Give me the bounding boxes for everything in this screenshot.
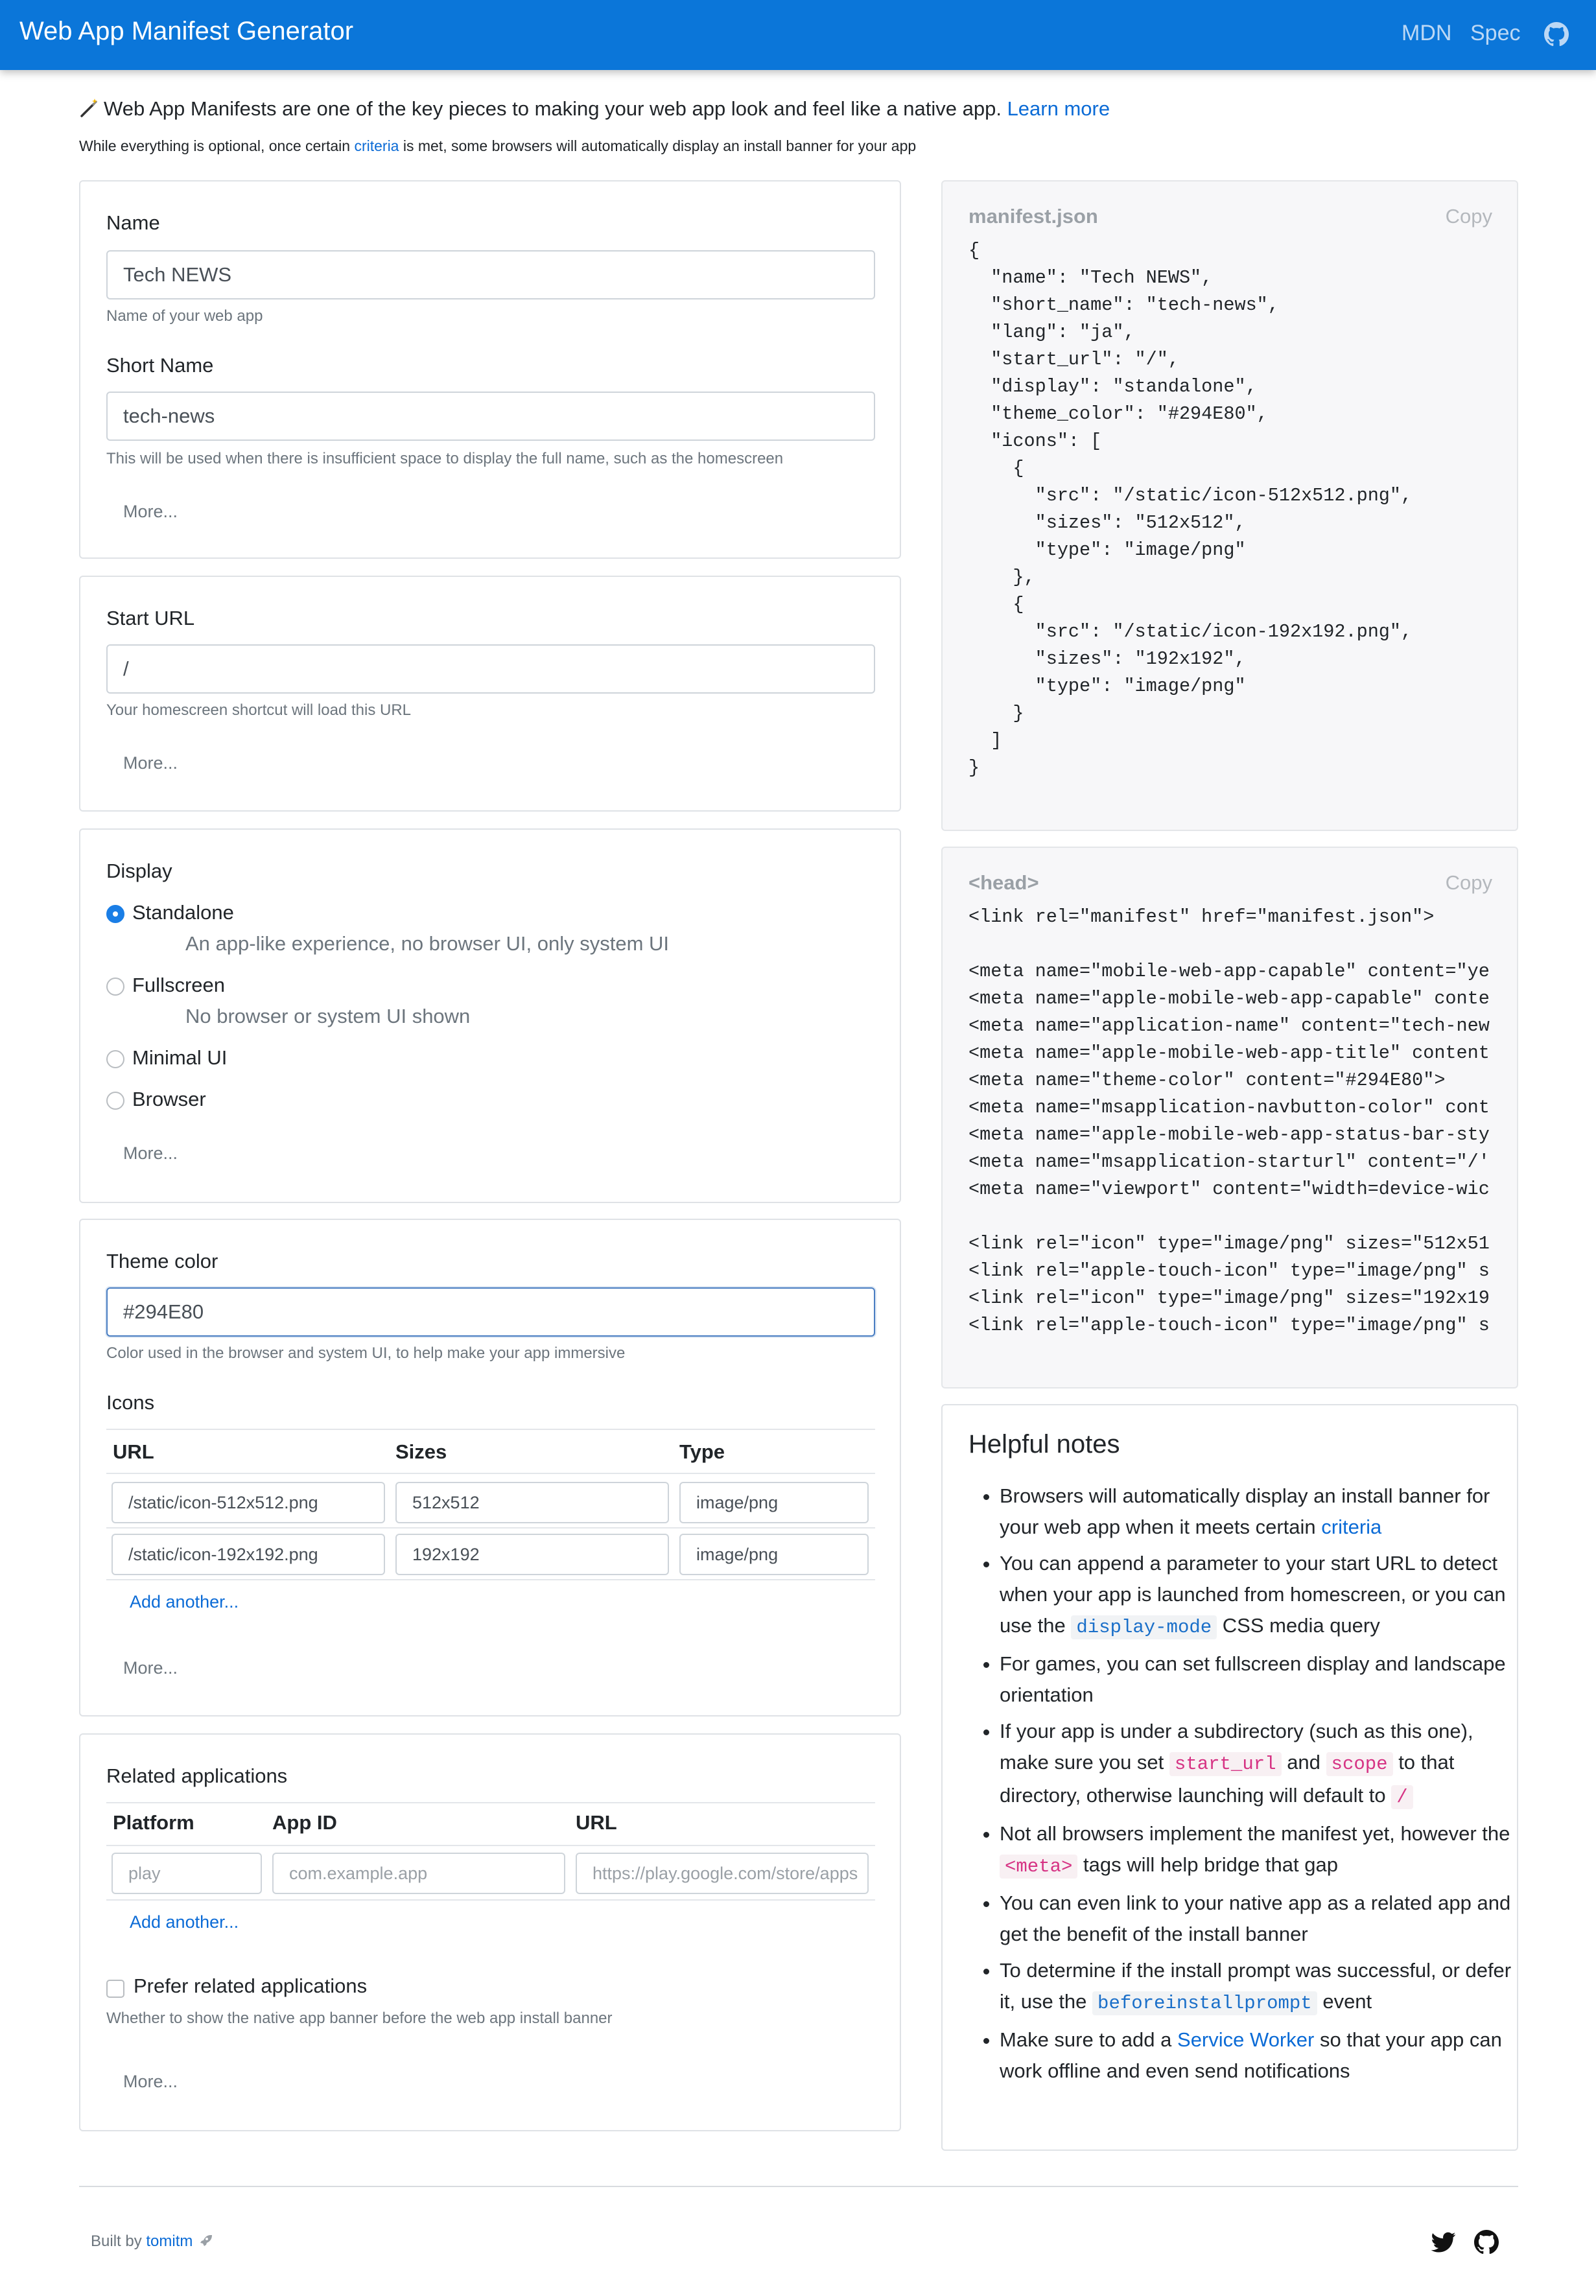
note-text: Make sure to add a [1000, 2028, 1172, 2051]
radio-desc-standalone: An app-like experience, no browser UI, only system UI [185, 932, 670, 955]
radio-button[interactable] [106, 1050, 124, 1068]
icon-sizes-input[interactable]: 192x192 [395, 1534, 669, 1575]
related-header-url: URL [576, 1811, 617, 1834]
intro-sub-before: While everything is optional, once certain [79, 137, 351, 154]
icons-label: Icons [106, 1391, 155, 1414]
note-text: If your app is under a subdirectory (such as this one), make sure you set [1000, 1720, 1473, 1774]
display-card [79, 828, 901, 1203]
radio-label: Browser [132, 1088, 206, 1110]
icons-header-type: Type [679, 1440, 725, 1463]
list-item [1000, 1481, 1518, 1543]
theme-icons-card [79, 1219, 901, 1716]
intro-subtext [79, 137, 916, 155]
built-by-text: Built by [91, 2232, 142, 2250]
intro-text [79, 97, 1110, 121]
note-text: tags will help bridge that gap [1083, 1853, 1338, 1876]
copy-button[interactable]: Copy [1445, 205, 1492, 228]
manifest-title: manifest.json [968, 205, 1098, 228]
note-text: For games, you can set fullscreen display and landscape orientation [1000, 1652, 1506, 1706]
code-beforeinstallprompt: beforeinstallprompt [1092, 1991, 1317, 2015]
name-input[interactable]: Tech NEWS [106, 250, 875, 299]
footer-divider [79, 2186, 1518, 2187]
code-slash: / [1391, 1785, 1413, 1809]
display-label: Display [106, 860, 172, 882]
note-text: Browsers will automatically display an install banner for your web app when it meets certain [1000, 1484, 1490, 1538]
radio-label: Minimal UI [132, 1046, 228, 1069]
list-item [1000, 1818, 1518, 1882]
icons-header-url: URL [113, 1440, 154, 1463]
radio-label: Fullscreen [132, 974, 225, 996]
name-help: Name of your web app [106, 307, 263, 325]
intro-sub-after: is met, some browsers will automatically display an install banner for your app [403, 137, 917, 154]
head-panel [941, 847, 1518, 1388]
radio-button[interactable] [106, 905, 124, 923]
note-text: You can append a parameter to your start URL to detect when your app is launched from homescreen, or you can use the [1000, 1552, 1506, 1637]
twitter-icon[interactable] [1431, 2230, 1456, 2255]
start-url-label: Start URL [106, 607, 195, 629]
theme-color-input[interactable]: #294E80 [106, 1287, 875, 1337]
author-link[interactable]: tomitm [146, 2232, 193, 2250]
list-item [1000, 2024, 1518, 2087]
brand-title[interactable]: Web App Manifest Generator [19, 17, 354, 45]
list-item [1000, 1648, 1518, 1711]
list-item [1000, 1548, 1518, 1643]
helpful-notes-title: Helpful notes [968, 1430, 1120, 1458]
magic-wand-icon [79, 99, 99, 118]
learn-more-link[interactable]: Learn more [1007, 97, 1110, 120]
name-label: Name [106, 211, 160, 234]
manifest-panel [941, 180, 1518, 831]
start-url-help: Your homescreen shortcut will load this URL [106, 701, 412, 719]
prefer-related-checkbox[interactable] [106, 1980, 124, 1998]
note-text: so that your app can work offline and even send notifications [1000, 2028, 1502, 2082]
add-related-app-link[interactable]: Add another... [130, 1912, 239, 1932]
manifest-code: { "name": "Tech NEWS", "short_name": "tech-news", "lang": "ja", "start_url": "/", "display": "standalone", "theme_color": "#294E80", "icons": [ { "src": "/static/icon-512x512.png", "sizes": "512x512", "type": "image/png" }, { "src": "/static/icon-192x192.png", "sizes": "192x192", "type": "image/png" } ] } [968, 240, 1413, 779]
start-url-card [79, 576, 901, 812]
radio-label: Standalone [132, 901, 234, 924]
related-header-platform: Platform [113, 1811, 194, 1834]
radio-desc-fullscreen: No browser or system UI shown [185, 1005, 471, 1027]
criteria-link[interactable]: criteria [1321, 1516, 1382, 1538]
list-item [1000, 1955, 1518, 2019]
related-header-app-id: App ID [272, 1811, 337, 1834]
service-worker-link[interactable]: Service Worker [1177, 2028, 1315, 2051]
code-meta: <meta> [1000, 1855, 1077, 1879]
criteria-link[interactable]: criteria [354, 137, 399, 154]
rocket-icon [197, 2233, 213, 2249]
divider [106, 1473, 875, 1474]
note-text: and [1287, 1751, 1320, 1774]
more-button[interactable]: More... [123, 502, 178, 521]
note-text: Not all browsers implement the manifest yet, however the [1000, 1822, 1510, 1845]
helpful-notes-card [941, 1404, 1518, 2151]
divider [106, 1527, 875, 1529]
name-card [79, 180, 901, 559]
icons-header-sizes: Sizes [395, 1440, 447, 1463]
list-item [1000, 1888, 1518, 1950]
divider [106, 1802, 875, 1803]
divider [106, 1899, 875, 1901]
radio-button[interactable] [106, 978, 124, 996]
divider [106, 1429, 875, 1430]
divider [106, 1845, 875, 1846]
head-code: <link rel="manifest" href="manifest.json"> <meta name="mobile-web-app-capable" content="ye <meta name="apple-mobile-web-app-capable" conte <meta name="application-name" content="tech-new <meta name="apple-mobile-web-app-title" content <meta name="theme-color" content="#294E80"> <meta name="msapplication-navbutton-color" cont <meta name="apple-mobile-web-app-status-bar-sty <meta name="msapplication-starturl" content="/' <meta name="viewport" content="width=device-wic <link rel="icon" type="image/png" sizes="512x51 <link rel="apple-touch-icon" type="image/png" s <link rel="icon" type="image/png" sizes="192x19 <link rel="apple-touch-icon" type="image/png" s [968, 906, 1490, 1336]
divider [106, 1579, 875, 1580]
add-icon-link[interactable]: Add another... [130, 1592, 239, 1611]
icon-url-input[interactable]: /static/icon-192x192.png [111, 1534, 385, 1575]
github-icon[interactable] [1474, 2230, 1499, 2255]
platform-input[interactable]: play [111, 1853, 262, 1894]
nav-link-mdn[interactable]: MDN [1402, 21, 1452, 45]
related-apps-card [79, 1733, 901, 2131]
nav-link-spec[interactable]: Spec [1470, 21, 1521, 45]
note-text: to that directory, otherwise launching will default to [1000, 1751, 1455, 1807]
theme-color-help: Color used in the browser and system UI, to help make your app immersive [106, 1344, 626, 1362]
navbar [0, 0, 1596, 70]
code-scope: scope [1326, 1752, 1393, 1776]
footer-credit [91, 2232, 213, 2251]
note-text: You can even link to your native app as a related app and get the benefit of the install banner [1000, 1892, 1511, 1945]
code-display-mode: display-mode [1071, 1615, 1217, 1639]
copy-button[interactable]: Copy [1445, 871, 1492, 894]
note-text: To determine if the install prompt was successful, or defer it, use the [1000, 1959, 1512, 2013]
radio-button[interactable] [106, 1092, 124, 1110]
theme-color-label: Theme color [106, 1250, 218, 1272]
more-button[interactable]: More... [123, 753, 178, 773]
more-button[interactable]: More... [123, 1658, 178, 1678]
note-text: event [1322, 1990, 1372, 2013]
more-button[interactable]: More... [123, 1143, 178, 1163]
short-name-label: Short Name [106, 354, 214, 377]
intro-main: Web App Manifests are one of the key pieces to making your web app look and feel like a native app. [104, 97, 1002, 120]
short-name-input[interactable]: tech-news [106, 392, 875, 441]
head-title: <head> [968, 871, 1039, 894]
github-icon[interactable] [1544, 22, 1569, 47]
related-url-input[interactable]: https://play.google.com/store/apps [576, 1853, 869, 1894]
prefer-related-help: Whether to show the native app banner before the web app install banner [106, 2009, 613, 2027]
app-id-input[interactable]: com.example.app [272, 1853, 565, 1894]
prefer-related-label[interactable]: Prefer related applications [134, 1974, 368, 1997]
more-button[interactable]: More... [123, 2072, 178, 2091]
related-apps-label: Related applications [106, 1764, 288, 1787]
icon-type-input[interactable]: image/png [679, 1482, 869, 1523]
list-item [1000, 1716, 1518, 1813]
icon-url-input[interactable]: /static/icon-512x512.png [111, 1482, 385, 1523]
start-url-input[interactable]: / [106, 644, 875, 694]
icon-sizes-input[interactable]: 512x512 [395, 1482, 669, 1523]
note-text: CSS media query [1222, 1614, 1380, 1637]
icon-type-input[interactable]: image/png [679, 1534, 869, 1575]
notes-list [968, 1481, 1518, 2092]
short-name-help: This will be used when there is insufficient space to display the full name, such as the homescreen [106, 450, 784, 467]
code-start-url: start_url [1169, 1752, 1282, 1776]
